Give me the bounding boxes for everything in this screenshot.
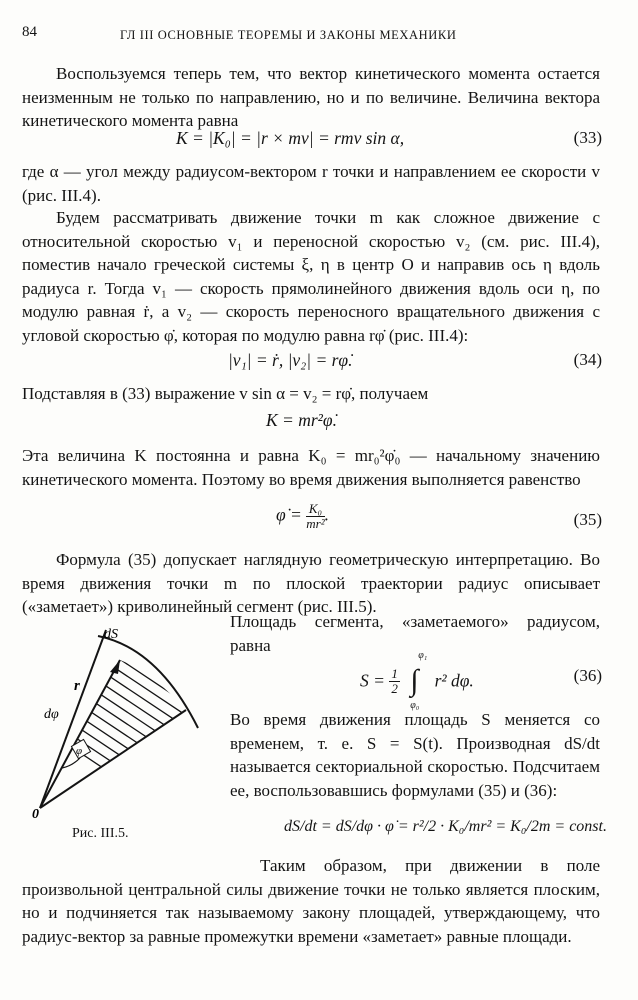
label-dS: dS (104, 627, 118, 642)
label-origin: 0 (32, 807, 39, 818)
equation-35-numerator: K₀ (306, 502, 324, 517)
equation-35-lhs: φ̇ = (276, 504, 302, 525)
paragraph-5: Эта величина K постоянна и равна K₀ = mr₀²φ̇₀ — начальному значению кинетического момента. Поэтому во время движения выполняется равенство (22, 446, 600, 489)
equation-sectorial-velocity: dS/dt = dS/dφ · φ̇ = r²/2 · K₀/mr² = K₀/2m = const. (284, 818, 607, 835)
equation-35-denominator: mr² (306, 516, 325, 531)
integral-lower-limit: φ₀ (410, 700, 420, 711)
figure-sector-diagram (28, 618, 208, 818)
equation-36-integral (404, 650, 430, 711)
label-r: r (74, 678, 80, 694)
figure-caption: Рис. III.5. (72, 826, 129, 841)
equation-34: |v₁| = ṙ, |v₂| = rφ̇. (228, 350, 353, 370)
paragraph-4: Подставляя в (33) выражение v sin α = v₂ = rφ̇, получаем (22, 384, 429, 403)
paragraph-7: Площадь сегмента, «заметаемого» радиусом, равна (230, 612, 600, 655)
paragraph-3: Будем рассматривать движение точки m как сложное движение с относительной скоростью v₁ и переносной скоростью v₂ (см. рис. III.4), поместив начало греческой системы ξ, η в центр O и направив ось η вдоль радиуса r. Тогда v₁ — скорость прямолинейного движения вдоль оси η, по модулю равная ṙ, а v₂ — скорость переносного вращательного движения с угловой скоростью φ̇, которая по модулю равна rφ̇ (рис. III.4): (22, 208, 600, 345)
equation-35-number: (35) (573, 510, 602, 529)
paragraph-6: Формула (35) допускает наглядную геометрическую интерпретацию. Во время движения точки m по плоской траектории радиус описывает («заметает») криволинейный сегмент (рис. III.5). (22, 550, 600, 617)
integral-sign: ∫ (410, 664, 419, 697)
radius-line-r (40, 660, 120, 808)
equation-36-integrand: r² dφ. (434, 670, 474, 691)
equation-36-half (389, 667, 400, 696)
equation-33: K = |K₀| = |r × mv| = rmv sin α, (176, 128, 405, 148)
equation-35 (276, 502, 329, 531)
equation-33-number: (33) (573, 128, 602, 147)
label-phi: φ (76, 745, 83, 757)
integral-upper-limit: φ₁ (418, 650, 428, 661)
equation-36-half-top: 1 (391, 665, 398, 681)
equation-36-half-bottom: 2 (391, 680, 398, 696)
radius-arrowhead (110, 660, 120, 674)
running-head: ГЛ III ОСНОВНЫЕ ТЕОРЕМЫ И ЗАКОНЫ МЕХАНИКИ (120, 28, 457, 42)
equation-k: K = mr²φ̇. (266, 410, 337, 430)
equation-35-fraction (306, 502, 324, 531)
equation-35-tail: . (324, 504, 329, 525)
equation-34-number: (34) (573, 350, 602, 369)
equation-36 (360, 650, 474, 711)
equation-36-number: (36) (573, 666, 602, 685)
label-dphi: dφ (44, 707, 59, 722)
paragraph-9: Таким образом, при движении в поле произвольной центральной силы движение точки не только является плоским, но и подчиняется так называемому закону площадей, утверждающему, что радиус-вектор за равные промежутки времени «заметает» равные площади. (22, 856, 600, 946)
equation-36-lhs: S = (360, 670, 385, 691)
paragraph-8: Во время движения площадь S меняется со временем, т. е. S = S(t). Производная dS/dt называется секториальной скоростью. Подсчитаем ее, воспользовавшись формулами (35) и (36): (230, 710, 600, 800)
paragraph-2: где α — угол между радиусом-вектором r точки и направлением ее скорости v (рис. III.4). (22, 162, 600, 205)
paragraph-1: Воспользуемся теперь тем, что вектор кинетического момента остается неизменным не только по направлению, но и по величине. Величина вектора кинетического момента равна (22, 64, 600, 131)
radius-line-inner (40, 710, 186, 808)
page-number: 84 (22, 24, 37, 40)
